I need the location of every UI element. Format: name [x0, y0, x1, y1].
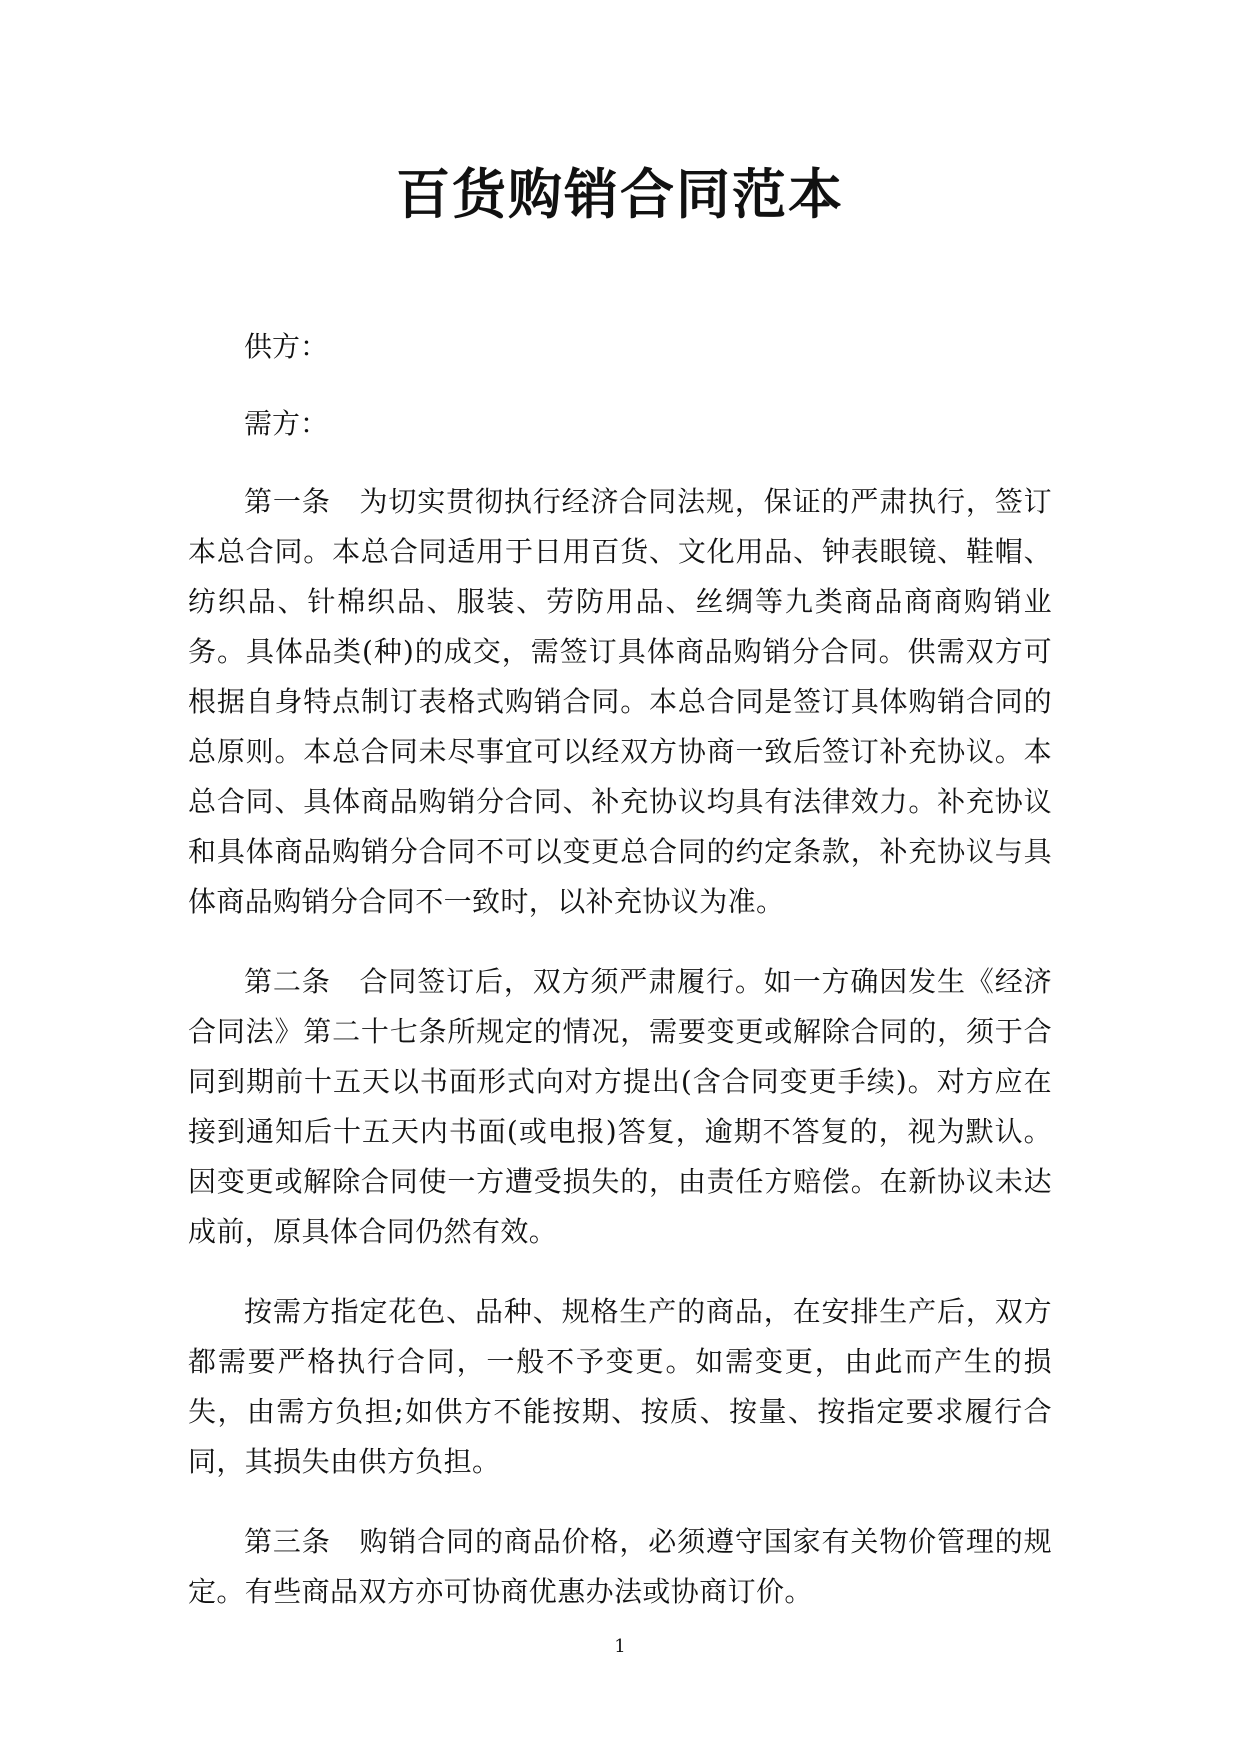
- article-2-paragraph: 第二条 合同签订后，双方须严肃履行。如一方确因发生《经济合同法》第二十七条所规定的情况，需要变更或解除合同的，须于合同到期前十五天以书面形式向对方提出(含合同变更手续)。对方应在接到通知后十五天内书面(或电报)答复，逾期不答复的，视为默认。因变更或解除合同使一方遭受损失的，由责任方赔偿。在新协议未达成前，原具体合同仍然有效。: [188, 965, 1052, 1248]
- article-2-supplement-paragraph: 按需方指定花色、品种、规格生产的商品，在安排生产后，双方都需要严格执行合同，一般不予变更。如需变更，由此而产生的损失，由需方负担;如供方不能按期、按质、按量、按指定要求履行合同，其损失由供方负担。: [188, 1295, 1052, 1478]
- document-title: 百货购销合同范本: [396, 163, 844, 226]
- supplier-label: 供方：: [244, 330, 329, 363]
- buyer-label: 需方：: [244, 407, 329, 440]
- document-body: [188, 323, 1052, 1647]
- page-number: 1: [614, 1636, 626, 1657]
- article-1-paragraph: 第一条 为切实贯彻执行经济合同法规，保证的严肃执行，签订本总合同。本总合同适用于日用百货、文化用品、钟表眼镜、鞋帽、纺织品、针棉织品、服装、劳防用品、丝绸等九类商品商商购销业务。具体品类(种)的成交，需签订具体商品购销分合同。供需双方可根据自身特点制订表格式购销合同。本总合同是签订具体购销合同的总原则。本总合同未尽事宜可以经双方协商一致后签订补充协议。本总合同、具体商品购销分合同、补充协议均具有法律效力。补充协议和具体商品购销分合同不可以变更总合同的约定条款，补充协议与具体商品购销分合同不一致时，以补充协议为准。: [188, 485, 1052, 918]
- article-3-paragraph: 第三条 购销合同的商品价格，必须遵守国家有关物价管理的规定。有些商品双方亦可协商优惠办法或协商订价。: [188, 1525, 1052, 1608]
